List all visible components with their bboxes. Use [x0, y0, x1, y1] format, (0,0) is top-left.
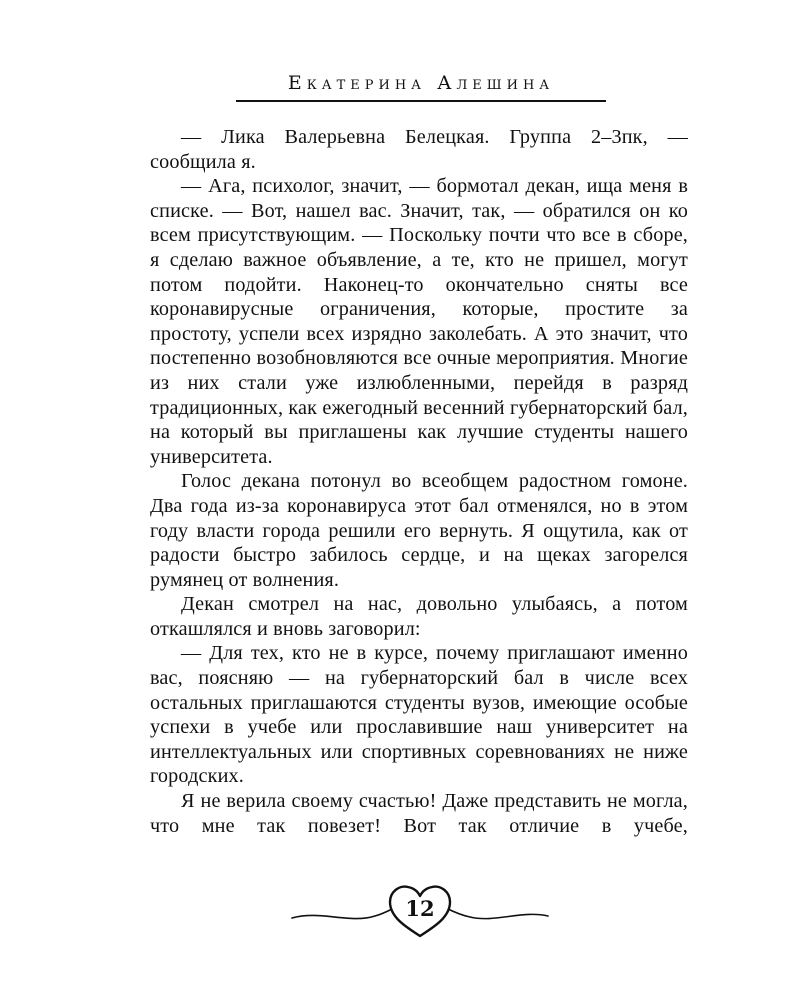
paragraph: — Для тех, кто не в курсе, почему приглашают именно вас, поясняю — на губернаторский бал в числе всех остальных приглашаются студенты вузов, имеющие особые успехи в учебе или прославившие наш университет на интеллектуальных или спортивных соревнованиях не ниже городских. [150, 642, 688, 788]
paragraph: — Лика Валерьевна Белецкая. Группа 2–3пк, — сообщила я. [150, 126, 688, 173]
page-folio [290, 880, 550, 950]
body-text [150, 125, 688, 838]
paragraph: Голос декана потонул во всеобщем радостном гомоне. Два года из-за коронавируса этот бал отменялся, но в этом году власти города решили его вернуть. Я ощутила, как от радости быстро забилось сердце, и на щеках загорелся румянец от волнения. [150, 470, 688, 591]
running-head-author: Екатерина Алешина [287, 72, 555, 94]
paragraph: Декан смотрел на нас, довольно улыбаясь, а потом откашлялся и вновь заговорил: [150, 593, 688, 640]
paragraph: — Ага, психолог, значит, — бормотал декан, ища меня в списке. — Вот, нашел вас. Значит, так, — обратился он ко всем присутствующим. — Поскольку почти что все в сборе, я сделаю важное объявление, а те, кто не пришел, могут потом подойти. Наконец-то окончательно сняты все коронавирусные ограничения, которые, простите за простоту, успели всех изрядно заколебать. А это значит, что постепенно возобновляются все очные мероприятия. Многие из них стали уже излюбленными, перейдя в разряд традиционных, как ежегодный весенний губернаторский бал, на который вы приглашены как лучшие студенты нашего университета. [150, 175, 688, 468]
paragraph-continued: Я не верила своему счастью! Даже представить не могла, что мне так повезет! Вот так отличие в учебе, [150, 790, 688, 837]
page-number: 12 [405, 896, 435, 921]
running-head-rule [236, 100, 606, 102]
